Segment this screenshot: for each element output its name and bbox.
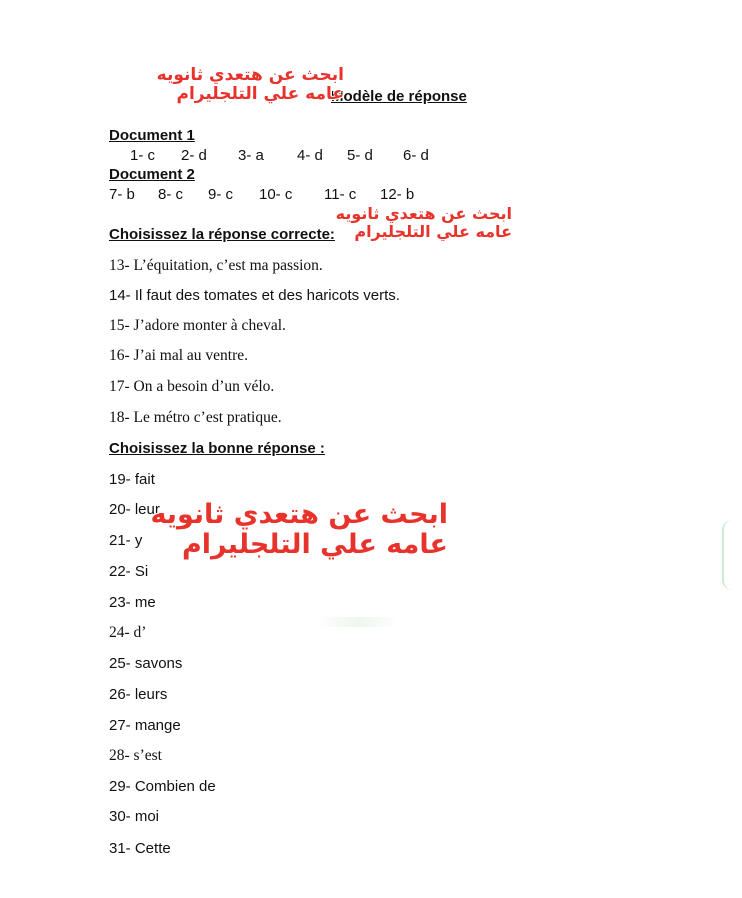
answer-item: 3- a: [238, 147, 264, 164]
answer-item: 9- c: [208, 186, 234, 203]
answer-item: 5- d: [347, 147, 373, 164]
answer-item: 10- c: [259, 186, 293, 203]
watermark-line: ابحث عن هتعدي ثانويه: [335, 204, 512, 223]
watermark-top: [138, 66, 344, 103]
document1-answers: [0, 147, 742, 167]
answer-line: 17- On a besoin d’un vélo.: [109, 378, 275, 395]
answer-line: 19- fait: [109, 471, 155, 488]
section1-heading: Choisissez la réponse correcte:: [109, 226, 335, 243]
answer-line: 15- J’adore monter à cheval.: [109, 317, 286, 334]
document2-heading: Document 2: [109, 166, 195, 183]
watermark-line: ابحث عن هتعدي ثانويه: [156, 65, 344, 85]
watermark-line: عامه علي التلجليرام: [181, 528, 448, 560]
watermark-large: [118, 500, 448, 559]
answer-line: 23- me: [109, 594, 156, 611]
answer-line: 26- leurs: [109, 686, 168, 703]
watermark-line: عامه علي التلجليرام: [354, 221, 512, 241]
answer-line: 29- Combien de: [109, 778, 216, 795]
answer-line: 14- Il faut des tomates et des haricots verts.: [109, 287, 400, 304]
section2-heading: Choisissez la bonne réponse :: [109, 440, 325, 457]
answer-line: 27- mange: [109, 717, 181, 734]
answer-line: 24- d’: [109, 624, 147, 641]
answer-item: 8- c: [158, 186, 184, 203]
answer-item: 1- c: [130, 147, 156, 164]
watermark-line: عامه علي التلجليرام: [176, 83, 344, 104]
answer-line: 21- y: [109, 532, 143, 549]
answer-item: 11- c: [324, 186, 357, 203]
page-title: Modèle de réponse: [331, 88, 467, 105]
answer-item: 7- b: [109, 186, 135, 203]
watermark-line: ابحث عن هتعدي ثانويه: [150, 499, 448, 530]
answer-line: 16- J’ai mal au ventre.: [109, 347, 249, 364]
answer-line: 25- savons: [109, 655, 183, 672]
answer-line: 28- s’est: [109, 747, 162, 764]
answer-line: 20- leur: [109, 501, 160, 518]
scan-artifact: [318, 617, 398, 627]
answer-item: 4- d: [297, 147, 323, 164]
document1-heading: Document 1: [109, 127, 195, 144]
answer-line: 18- Le métro c’est pratique.: [109, 409, 282, 426]
answer-item: 6- d: [403, 147, 429, 164]
answer-line: 13- L’équitation, c’est ma passion.: [109, 257, 323, 274]
answer-line: 31- Cette: [109, 840, 171, 857]
document2-answers: [0, 186, 742, 206]
scan-edge-artifact: [722, 520, 740, 590]
answer-line: 22- Si: [109, 563, 149, 580]
answer-item: 2- d: [181, 147, 207, 164]
watermark-middle: [300, 205, 512, 240]
answer-item: 12- b: [380, 186, 415, 203]
answer-line: 30- moi: [109, 808, 160, 825]
